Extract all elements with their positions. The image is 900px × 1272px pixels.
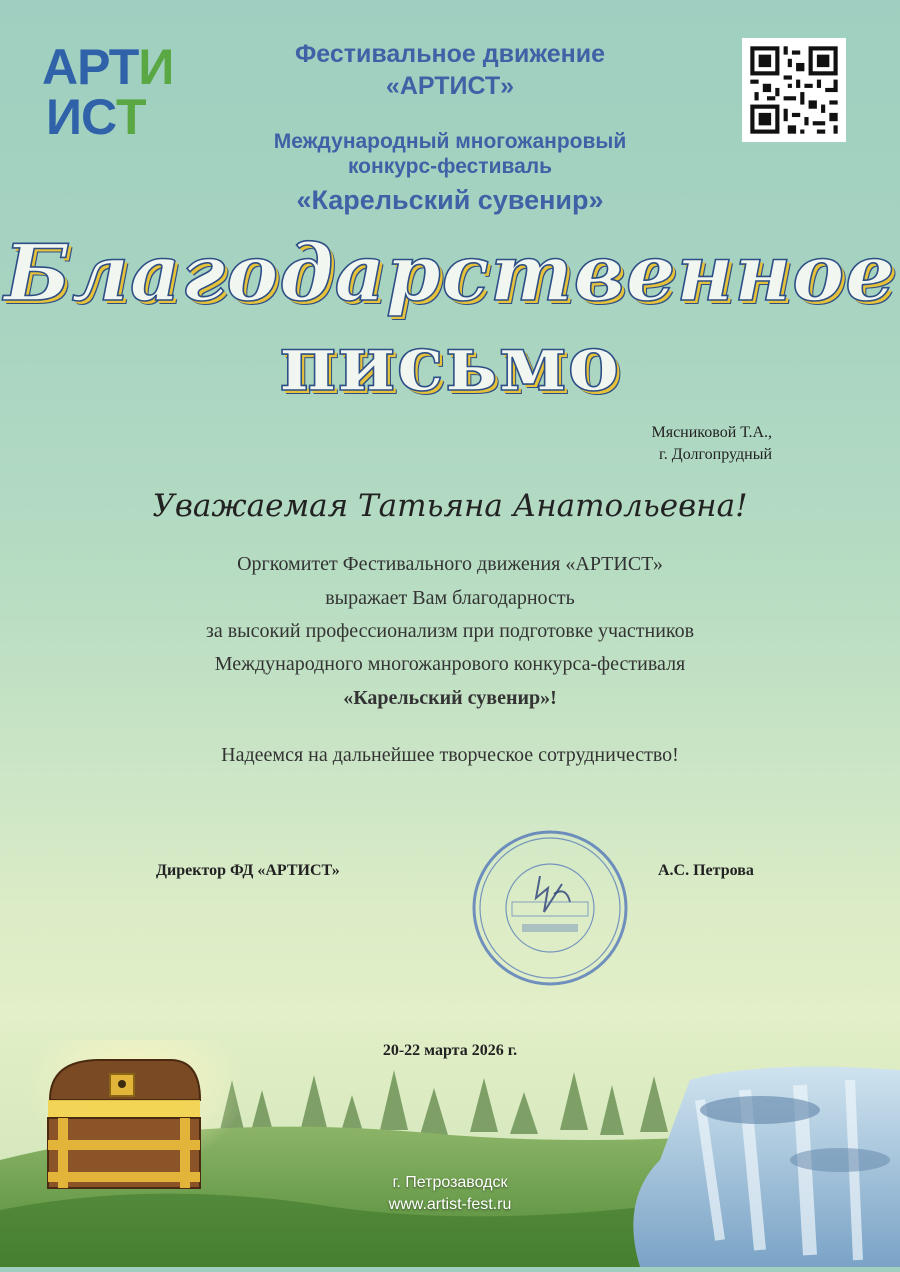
body-line-4: Международного многожанрового конкурса-фестиваля <box>214 653 686 675</box>
waterfall-icon <box>633 1067 900 1267</box>
movement-title: Фестивальное движение <box>294 40 606 68</box>
document-title-line-2: письмо <box>279 318 621 409</box>
body-line-6: Надеемся на дальнейшее творческое сотрудничество! <box>221 744 679 766</box>
body-line-1: Оргкомитет Фестивального движения «АРТИСТ» <box>237 553 663 575</box>
bottom-landscape <box>0 1040 900 1267</box>
event-dates: 20-22 марта 2026 г. <box>382 1042 518 1059</box>
landscape-graphic <box>0 1040 900 1267</box>
body-line-5: «Карельский сувенир»! <box>343 687 557 709</box>
document-title-line-1: Благодарственное <box>4 228 896 319</box>
recipient-name: Мясниковой Т.А., <box>651 424 772 441</box>
footer-website-link[interactable]: www.artist-fest.ru <box>388 1196 512 1213</box>
body-line-2: выражает Вам благодарность <box>325 587 575 609</box>
contest-type-line-2: конкурс-фестиваль <box>347 155 553 178</box>
movement-name: «АРТИСТ» <box>385 72 515 100</box>
director-label: Директор ФД «АРТИСТ» <box>156 862 340 879</box>
qr-code-graphic <box>742 38 846 142</box>
contest-name: «Карельский сувенир» <box>296 185 604 215</box>
contest-type-line-1: Международный многожанровый <box>273 130 627 153</box>
recipient-city: г. Долгопрудный <box>659 446 772 463</box>
logo-line-1: АРТИ <box>42 39 174 95</box>
signer-name: А.С. Петрова <box>658 862 754 879</box>
body-line-3: за высокий профессионализм при подготовке участников <box>205 620 695 642</box>
logo-line-2: ИСТ <box>46 89 146 145</box>
greeting: Уважаемая Татьяна Анатольевна! <box>152 488 748 524</box>
qr-code-icon <box>742 38 846 142</box>
stamp-icon <box>470 828 630 988</box>
footer-city: г. Петрозаводск <box>392 1174 508 1191</box>
forest-icon <box>220 1070 668 1135</box>
stamp-graphic <box>470 828 630 988</box>
